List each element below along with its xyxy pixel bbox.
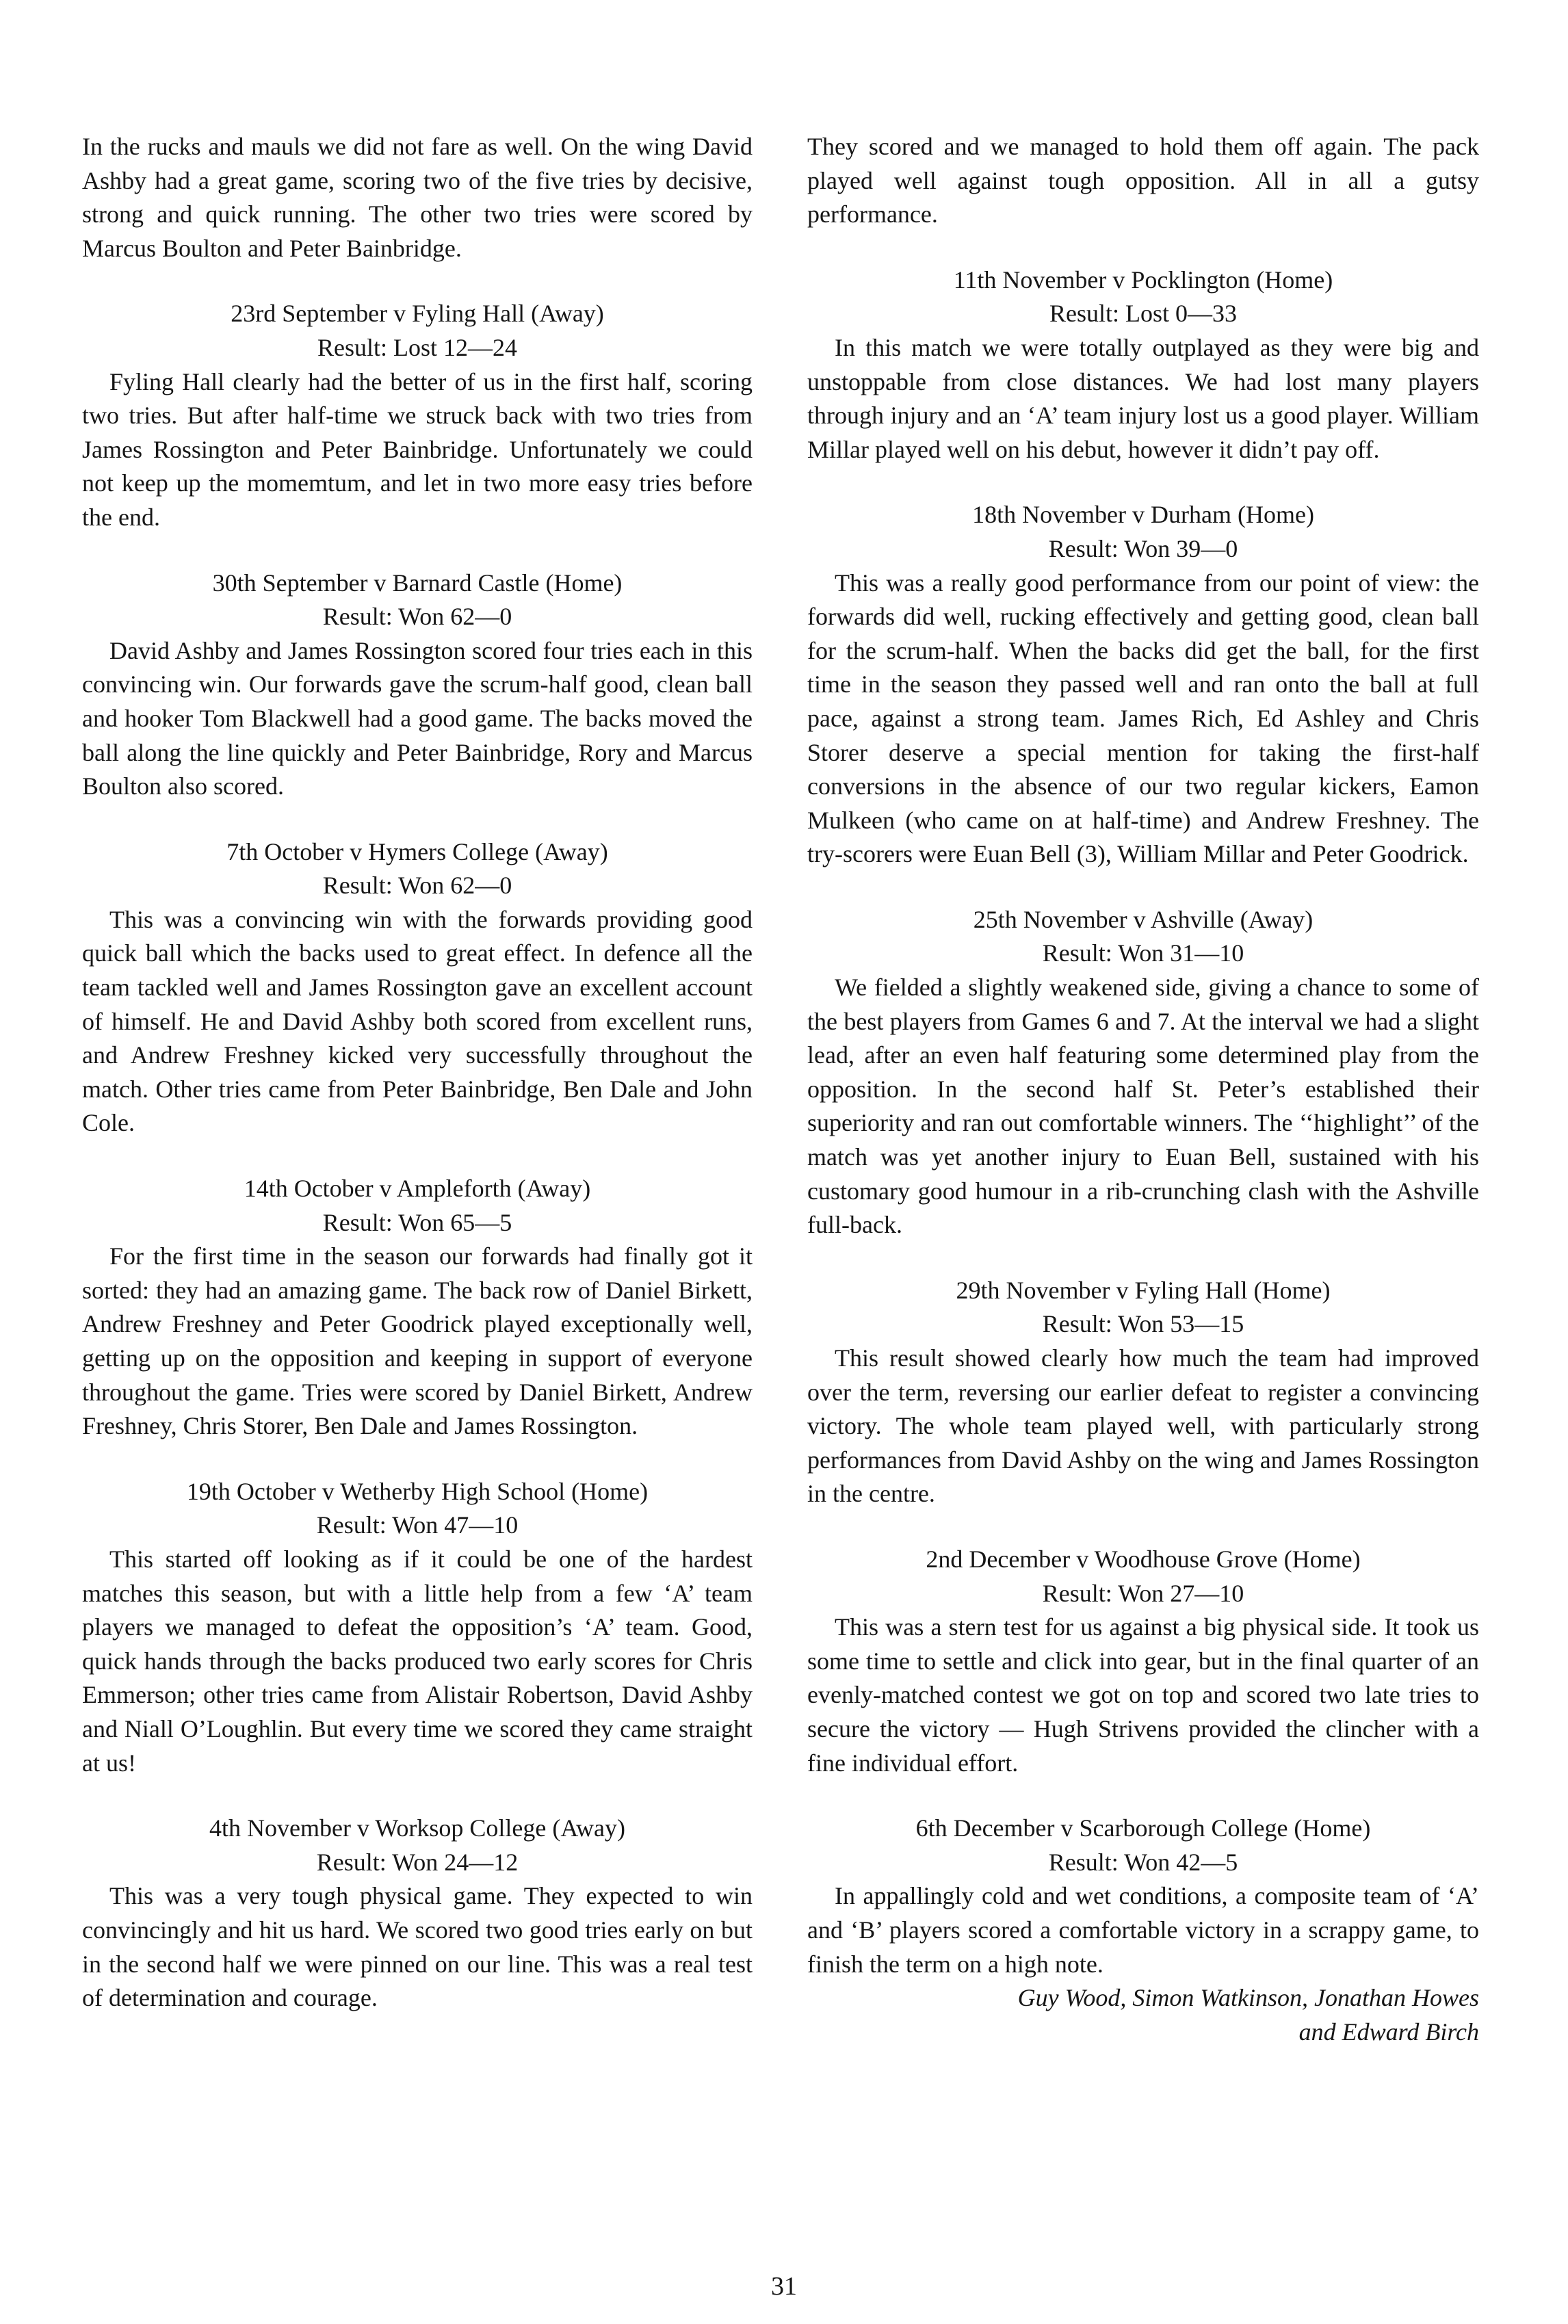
match-text: We fielded a slightly weakened side, giving a chance to some of the best players from Games 6 and 7. At the interval we had a slight lead, after an even half featuring some determined play from the opposition. In the second half St. Peter’s established their superiority and ran out comfortable winners. The ‘‘highlight’’ of the match was yet another injury to Euan Bell, sustained with his customary good humour in a rib-crunching clash with the Ashville full-back.: [807, 974, 1479, 1239]
match-report: [807, 1274, 1479, 1511]
match-text: This was a convincing win with the forwards providing good quick ball which the backs used to great effect. In defence all the team tackled well and James Rossington gave an excellent account of himself. He and David Ashby both scored from excellent runs, and Andrew Freshney kicked very successfully throughout the match. Other tries came from Peter Bainbridge, Ben Dale and John Cole.: [82, 905, 753, 1137]
match-heading: 2nd December v Woodhouse Grove (Home): [926, 1545, 1361, 1573]
match-report: [82, 1812, 753, 2015]
match-heading: 14th October v Ampleforth (Away): [244, 1175, 591, 1203]
author-credits-line-1: Guy Wood, Simon Watkinson, Jonathan Howes: [1017, 1984, 1479, 2012]
match-report: [82, 297, 753, 534]
match-report: [82, 835, 753, 1140]
match-text: This result showed clearly how much the team had improved over the term, reversing our earlier defeat to register a convincing victory. The whole team played well, with particularly strong performances from David Ashby on the wing and James Rossington in the centre.: [807, 1344, 1479, 1508]
match-heading: 4th November v Worksop College (Away): [209, 1814, 625, 1842]
match-report: [82, 566, 753, 804]
match-report: [82, 1172, 753, 1444]
right-intro-paragraph: They scored and we managed to hold them off again. The pack played well against tough opposition. All in all a gutsy performance.: [807, 133, 1479, 229]
match-report: [807, 1812, 1479, 1981]
match-report: [807, 903, 1479, 1242]
match-heading: 30th September v Barnard Castle (Home): [212, 569, 623, 597]
match-heading: 18th November v Durham (Home): [972, 501, 1314, 529]
match-text: This started off looking as if it could be one of the hardest matches this season, but with a little help from a few ‘A’ team players we managed to defeat the opposition’s ‘A’ team. Good, quick hands through the backs produced two early scores for Chris Emmerson; other tries came from Alistair Robertson, David Ashby and Niall O’Loughlin. But every time we scored they came straight at us!: [82, 1545, 753, 1777]
match-report: [807, 263, 1479, 467]
match-text: In this match we were totally outplayed as they were big and unstoppable from close distances. We had lost many players through injury and an ‘A’ team injury lost us a good player. William Millar played well on his debut, however it didn’t pay off.: [807, 333, 1479, 463]
match-text: In appallingly cold and wet conditions, a composite team of ‘A’ and ‘B’ players scored a comfortable victory in a scrappy game, to finish the term on a high note.: [807, 1882, 1479, 1978]
match-result: Result: Won 65—5: [322, 1208, 512, 1236]
left-intro-paragraph: In the rucks and mauls we did not fare as well. On the wing David Ashby had a great game, scoring two of the five tries by decisive, strong and quick running. The other two tries were scored by Marcus Boulton and Peter Bainbridge.: [82, 133, 753, 262]
match-heading: 29th November v Fyling Hall (Home): [956, 1276, 1331, 1304]
match-text: This was a stern test for us against a big physical side. It took us some time to settle and click into gear, but in the final quarter of an evenly-matched contest we got on top and scored two late tries to secure the victory — Hugh Strivens provided the clincher with a fine individual effort.: [807, 1613, 1479, 1777]
page-number: 31: [771, 2272, 797, 2301]
match-heading: 7th October v Hymers College (Away): [226, 837, 608, 865]
match-result: Result: Won 62—0: [322, 872, 512, 900]
match-heading: 19th October v Wetherby High School (Home): [186, 1477, 649, 1505]
match-text: Fyling Hall clearly had the better of us in the first half, scoring two tries. But after half-time we struck back with two tries from James Rossington and Peter Bainbridge. Unfortunately we could not keep up the momemtum, and let in two more easy tries before the end.: [82, 367, 753, 531]
match-text: This was a very tough physical game. They expected to win convincingly and hit us hard. We scored two good tries early on but in the second half we were pinned on our line. This was a real test of determination and courage.: [82, 1882, 753, 2012]
match-text: For the first time in the season our forwards had finally got it sorted: they had an amazing game. The back row of Daniel Birkett, Andrew Freshney and Peter Goodrick played exceptionally well, getting up on the opposition and keeping in support of everyone throughout the game. Tries were scored by Daniel Birkett, Andrew Freshney, Chris Storer, Ben Dale and James Rossington.: [82, 1242, 753, 1440]
match-heading: 11th November v Pocklington (Home): [953, 265, 1333, 293]
match-result: Result: Won 24—12: [316, 1848, 519, 1876]
match-heading: 23rd September v Fyling Hall (Away): [231, 300, 604, 328]
match-report: [807, 498, 1479, 872]
author-credits-line-2: and Edward Birch: [1298, 2018, 1479, 2046]
match-text: David Ashby and James Rossington scored four tries each in this convincing win. Our forwards gave the scrum-half good, clean ball and hooker Tom Blackwell had a good game. The backs moved the ball along the line quickly and Peter Bainbridge, Rory and Marcus Boulton also scored.: [82, 636, 753, 800]
match-result: Result: Won 53—15: [1042, 1310, 1244, 1338]
match-result: Result: Won 62—0: [322, 603, 512, 631]
match-heading: 6th December v Scarborough College (Home): [915, 1814, 1371, 1842]
match-result: Result: Won 39—0: [1048, 534, 1238, 562]
match-text: This was a really good performance from our point of view: the forwards did well, rucking effectively and getting good, clean ball for the scrum-half. When the backs did get the ball, for the first time in the season they passed well and ran onto the ball at full pace, against a strong team. James Rich, Ed Ashley and Chris Storer deserve a special mention for taking the first-half conversions in the absence of our two regular kickers, Eamon Mulkeen (who came on at half-time) and Andrew Freshney. The try-scorers were Euan Bell (3), William Millar and Peter Goodrick.: [807, 569, 1479, 868]
match-report: [807, 1543, 1479, 1780]
match-result: Result: Won 42—5: [1048, 1848, 1238, 1876]
match-result: Result: Lost 0—33: [1049, 300, 1237, 328]
match-result: Result: Won 47—10: [316, 1511, 519, 1539]
left-column: [82, 130, 753, 2015]
match-result: Result: Won 31—10: [1042, 939, 1244, 967]
right-column: [807, 130, 1479, 2049]
match-report: [82, 1475, 753, 1780]
match-result: Result: Won 27—10: [1042, 1579, 1244, 1607]
match-heading: 25th November v Ashville (Away): [973, 905, 1314, 933]
match-result: Result: Lost 12—24: [317, 333, 517, 361]
